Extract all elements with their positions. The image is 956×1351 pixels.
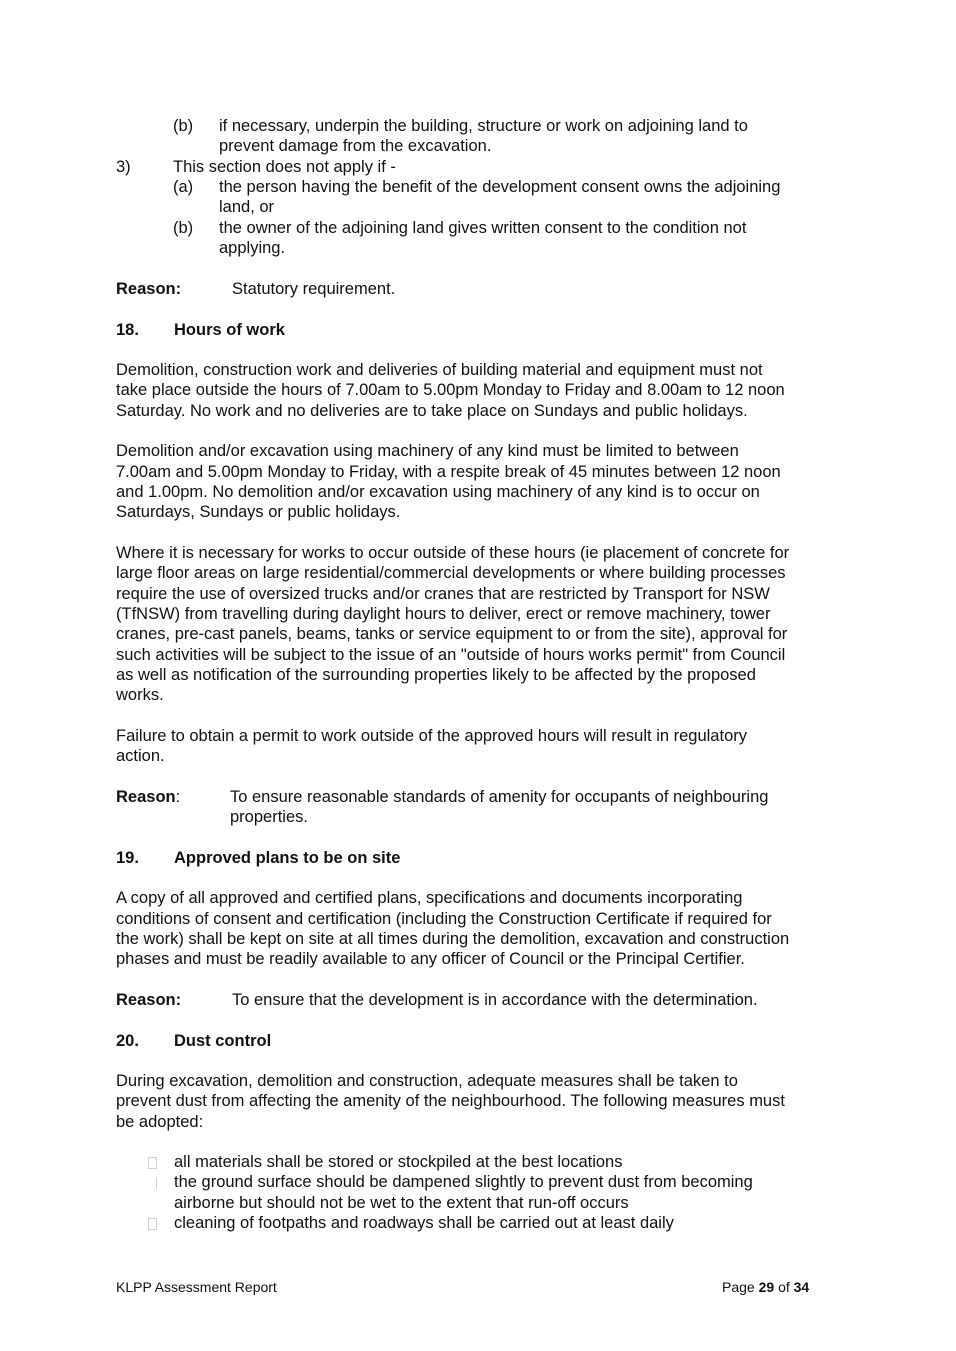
footer-page-number bbox=[722, 1278, 809, 1296]
section-19-heading: Approved plans to be on site bbox=[174, 849, 401, 867]
s18-p3-line-7: as well as notification of the surrounding properties likely to be affected by the proposed bbox=[116, 666, 756, 684]
s19-p1-line-1: A copy of all approved and certified plans, specifications and documents incorporating bbox=[116, 889, 743, 907]
section-18-heading: Hours of work bbox=[174, 321, 285, 339]
reason-label: Reason: bbox=[116, 280, 182, 298]
s18-p1-line-1: Demolition, construction work and deliveries of building material and equipment must not bbox=[116, 361, 763, 379]
section-20-heading: Dust control bbox=[174, 1032, 272, 1050]
s18-reason-line-2: properties. bbox=[230, 808, 308, 826]
s18-p2-line-2: 7.00am and 5.00pm Monday to Friday, with a respite break of 45 minutes between 12 noon bbox=[116, 463, 781, 481]
list-label-a: (a) bbox=[173, 178, 194, 196]
s18-reason-line-1: To ensure reasonable standards of amenity for occupants of neighbouring bbox=[230, 788, 769, 806]
s19-p1-line-2: conditions of consent and certification (including the Construction Certificate if required for bbox=[116, 910, 772, 928]
s18-p3-line-5: cranes, pre-cast panels, beams, tanks or service equipment to or from the site), approval for bbox=[116, 625, 788, 643]
s18-p4-line-2: action. bbox=[116, 747, 165, 765]
list-b2-line-1: the owner of the adjoining land gives written consent to the condition not bbox=[219, 219, 747, 237]
list-a-line-1: the person having the benefit of the development consent owns the adjoining bbox=[219, 178, 781, 196]
s19-p1-line-3: the work) shall be kept on site at all times during the demolition, excavation and construction bbox=[116, 930, 790, 948]
s18-p3-line-1: Where it is necessary for works to occur outside of these hours (ie placement of concrete for bbox=[116, 544, 790, 562]
s18-reason-colon: : bbox=[175, 788, 181, 806]
s18-reason-label bbox=[116, 787, 180, 807]
section-20-number: 20. bbox=[116, 1032, 139, 1050]
footer-report-title: KLPP Assessment Report bbox=[116, 1279, 277, 1295]
s18-p1-line-2: take place outside the hours of 7.00am to 5.00pm Monday to Friday and 8.00am to 12 noon bbox=[116, 381, 785, 399]
s20-bullet-1: all materials shall be stored or stockpiled at the best locations bbox=[174, 1153, 623, 1171]
s18-p3-line-4: (TfNSW) from travelling during daylight hours to deliver, erect or remove machinery, tower bbox=[116, 605, 771, 623]
s18-p2-line-3: and 1.00pm. No demolition and/or excavation using machinery of any kind is to occur on bbox=[116, 483, 760, 501]
s20-p1-line-1: During excavation, demolition and construction, adequate measures shall be taken to bbox=[116, 1072, 738, 1090]
s20-bullet-3: cleaning of footpaths and roadways shall be carried out at least daily bbox=[174, 1214, 674, 1232]
list-label-b: (b) bbox=[173, 117, 194, 135]
section-18-number: 18. bbox=[116, 321, 139, 339]
list-b-line-2: prevent damage from the excavation. bbox=[219, 137, 492, 155]
list-b2-line-2: applying. bbox=[219, 239, 286, 257]
list-item-3-text: This section does not apply if - bbox=[173, 158, 396, 176]
bullet-box-icon bbox=[148, 1177, 157, 1189]
s18-p3-line-2: large floor areas on large residential/commercial developments or where building processes bbox=[116, 564, 786, 582]
s18-p3-line-8: works. bbox=[116, 686, 164, 704]
footer-page-word: Page bbox=[722, 1279, 755, 1295]
list-label-b2: (b) bbox=[173, 219, 194, 237]
s20-bullet-2-line-2: airborne but should not be wet to the extent that run-off occurs bbox=[174, 1194, 629, 1212]
s19-reason-label: Reason: bbox=[116, 991, 182, 1009]
footer-of-word: of bbox=[778, 1279, 790, 1295]
reason-text: Statutory requirement. bbox=[232, 280, 396, 298]
list-b-line-1: if necessary, underpin the building, structure or work on adjoining land to bbox=[219, 117, 748, 135]
list-a-line-2: land, or bbox=[219, 198, 275, 216]
bullet-box-icon bbox=[148, 1157, 157, 1169]
s18-p3-line-3: require the use of oversized trucks and/or cranes that are restricted by Transport for NSW bbox=[116, 585, 770, 603]
s19-p1-line-4: phases and must be readily available to any officer of Council or the Principal Certifier. bbox=[116, 950, 745, 968]
bullet-box-icon bbox=[148, 1218, 157, 1230]
s20-bullet-2-line-1: the ground surface should be dampened slightly to prevent dust from becoming bbox=[174, 1173, 753, 1191]
s18-p4-line-1: Failure to obtain a permit to work outside of the approved hours will result in regulatory bbox=[116, 727, 747, 745]
s20-p1-line-2: prevent dust from affecting the amenity of the neighbourhood. The following measures must bbox=[116, 1092, 785, 1110]
footer-page-total: 34 bbox=[793, 1279, 810, 1295]
s18-p1-line-3: Saturday. No work and no deliveries are to take place on Sundays and public holidays. bbox=[116, 402, 748, 420]
s20-p1-line-3: be adopted: bbox=[116, 1113, 204, 1131]
s18-reason-word: Reason bbox=[116, 788, 176, 806]
s18-p2-line-4: Saturdays, Sundays or public holidays. bbox=[116, 503, 401, 521]
s18-p2-line-1: Demolition and/or excavation using machinery of any kind must be limited to between bbox=[116, 442, 739, 460]
footer-page-current: 29 bbox=[758, 1279, 775, 1295]
list-label-3: 3) bbox=[116, 158, 131, 176]
s18-p3-line-6: such activities will be subject to the issue of an "outside of hours works permit" from Council bbox=[116, 646, 786, 664]
s19-reason-text: To ensure that the development is in accordance with the determination. bbox=[232, 991, 758, 1009]
section-19-number: 19. bbox=[116, 849, 139, 867]
